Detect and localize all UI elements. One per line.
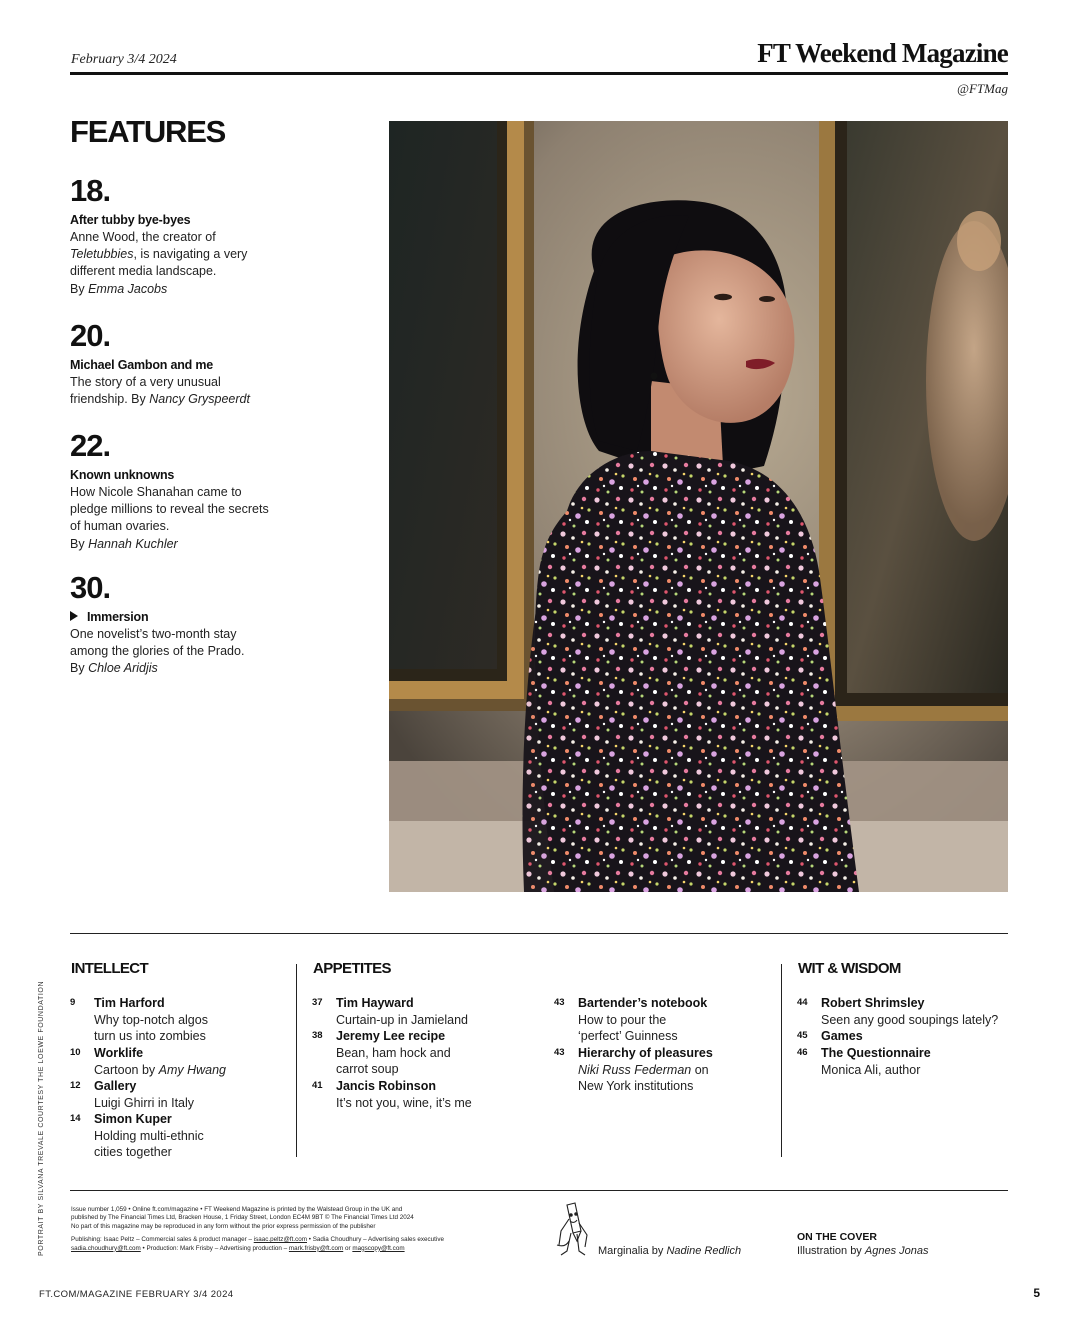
- feature-description: Anne Wood, the creator of Teletubbies, is navigating a very different media landscape. By Emma Jacobs: [70, 230, 248, 296]
- intellect-heading: INTELLECT: [71, 960, 149, 977]
- feature-byline: Emma Jacobs: [88, 281, 168, 296]
- feature-byline: Hannah Kuchler: [88, 536, 178, 551]
- feature-item[interactable]: [70, 319, 275, 408]
- entry-page-number: 41: [312, 1080, 323, 1091]
- entry-title: Tim Hayward: [336, 996, 414, 1010]
- footer-divider: [70, 1190, 1008, 1191]
- entry-title: Jancis Robinson: [336, 1079, 437, 1093]
- feature-page-number: 20.: [70, 318, 111, 353]
- page-number: 5: [1033, 1286, 1040, 1300]
- entry-title: Gallery: [94, 1079, 137, 1093]
- contents-entry[interactable]: [70, 1078, 285, 1111]
- feature-headline: Known unknowns: [70, 468, 175, 482]
- contents-entry[interactable]: [797, 1028, 1012, 1045]
- feature-byline: Chloe Aridjis: [88, 661, 158, 676]
- contents-entry[interactable]: [70, 1045, 285, 1078]
- feature-description: The story of a very unusual friendship. By Nancy Gryspeerdt: [70, 375, 250, 407]
- feature-item[interactable]: [70, 571, 275, 678]
- entry-page-number: 12: [70, 1080, 81, 1091]
- entry-page-number: 9: [70, 997, 76, 1008]
- appetites-heading: APPETITES: [313, 960, 391, 977]
- email-link[interactable]: sadia.choudhury@ft.com: [71, 1244, 141, 1252]
- contents-entry[interactable]: [70, 995, 285, 1045]
- entry-description: Holding multi-ethnic cities together: [94, 1128, 204, 1159]
- wit-wisdom-heading: WIT & WISDOM: [798, 960, 901, 977]
- entry-title: Worklife: [94, 1046, 144, 1060]
- entry-description: Cartoon by Amy Hwang: [94, 1062, 227, 1077]
- contents-entry[interactable]: [312, 995, 527, 1028]
- contents-entry[interactable]: [797, 995, 1012, 1028]
- feature-headline: Michael Gambon and me: [70, 358, 214, 372]
- entry-page-number: 37: [312, 997, 323, 1008]
- entry-title: Jeremy Lee recipe: [336, 1029, 446, 1043]
- feature-page-number: 18.: [70, 173, 111, 208]
- feature-description: One novelist’s two-month stay among the glories of the Prado. By Chloe Aridjis: [70, 627, 245, 676]
- section-divider: [70, 933, 1008, 934]
- entry-description: Niki Russ Federman on New York institutions: [578, 1062, 709, 1093]
- entry-description: Monica Ali, author: [821, 1062, 921, 1077]
- masthead-rule: [70, 72, 1008, 75]
- entry-description: Bean, ham hock and carrot soup: [336, 1045, 451, 1076]
- entry-page-number: 45: [797, 1030, 808, 1041]
- imprint-text: Issue number 1,059 • Online ft.com/magazine • FT Weekend Magazine is printed by the Walstead Group in the UK and published by The Financial Times Ltd, Bracken House, 1 Friday Street, London EC4M 9BT © The Financial Times Ltd 2024 No part of this magazine may be reproduced in any form without the prior express permission of the publisher Publishing: Isaac Peltz – Commercial sales & product manager – isaac.peltz@ft.com • Sadia Choudhury – Advertising sales executive sadia.choudhury@ft.com • Production: Mark Frisby – Advertising production – mark.frisby@ft.com or magscopy@ft.com: [71, 1206, 444, 1252]
- entry-page-number: 43: [554, 997, 565, 1008]
- entry-page-number: 44: [797, 997, 808, 1008]
- entry-page-number: 38: [312, 1030, 323, 1041]
- portrait-photo: [389, 121, 1008, 892]
- entry-description: How to pour the ‘perfect’ Guinness: [578, 1012, 678, 1043]
- entry-description: Luigi Ghirri in Italy: [94, 1095, 195, 1110]
- email-link[interactable]: magscopy@ft.com: [352, 1244, 405, 1252]
- cover-label: ON THE COVER: [797, 1231, 877, 1243]
- page-folio: FT.COM/MAGAZINE FEBRUARY 3/4 2024: [39, 1289, 234, 1300]
- entry-title: Bartender’s notebook: [578, 996, 708, 1010]
- contents-entry[interactable]: [312, 1078, 527, 1111]
- entry-description: Seen any good soupings lately?: [821, 1012, 999, 1027]
- entry-title: Games: [821, 1029, 863, 1043]
- feature-item[interactable]: [70, 429, 275, 553]
- features-heading: FEATURES: [70, 114, 226, 149]
- cover-credit: Illustration by Agnes Jonas: [797, 1245, 929, 1257]
- feature-description: How Nicole Shanahan came to pledge millions to reveal the secrets of human ovaries. By Hannah Kuchler: [70, 485, 269, 551]
- column-divider: [296, 964, 297, 1157]
- feature-byline: Nancy Gryspeerdt: [149, 392, 250, 407]
- entry-title: Hierarchy of pleasures: [578, 1046, 713, 1060]
- entry-description: Curtain-up in Jamieland: [336, 1012, 469, 1027]
- email-link[interactable]: mark.frisby@ft.com: [288, 1244, 344, 1252]
- entry-page-number: 10: [70, 1047, 81, 1058]
- feature-page-number: 22.: [70, 428, 111, 463]
- social-handle: @FTMag: [957, 81, 1008, 96]
- pencil-figure-icon: [553, 1201, 591, 1259]
- marginalia-credit: Marginalia by Nadine Redlich: [598, 1245, 742, 1257]
- contents-entry[interactable]: [312, 1028, 527, 1078]
- contents-entry[interactable]: [554, 1045, 769, 1095]
- entry-description: It’s not you, wine, it’s me: [336, 1095, 472, 1110]
- feature-headline: Immersion: [70, 609, 275, 626]
- entry-description: Why top-notch algos turn us into zombies: [94, 1012, 208, 1043]
- magazine-title: FT Weekend Magazine: [757, 38, 1008, 68]
- play-icon: [70, 611, 78, 621]
- email-link[interactable]: isaac.peltz@ft.com: [253, 1236, 307, 1244]
- feature-page-number: 30.: [70, 570, 111, 605]
- contents-entry[interactable]: [70, 1111, 285, 1161]
- issue-date: February 3/4 2024: [71, 52, 177, 67]
- entry-page-number: 46: [797, 1047, 808, 1058]
- entry-title: Simon Kuper: [94, 1112, 172, 1126]
- entry-page-number: 43: [554, 1047, 565, 1058]
- feature-item[interactable]: [70, 174, 275, 298]
- feature-headline: After tubby bye-byes: [70, 213, 191, 227]
- contents-entry[interactable]: [554, 995, 769, 1045]
- entry-title: The Questionnaire: [821, 1046, 931, 1060]
- column-divider: [781, 964, 782, 1157]
- entry-page-number: 14: [70, 1113, 81, 1124]
- contents-entry[interactable]: [797, 1045, 1012, 1078]
- photo-credit: PORTRAIT BY SILVANA TREVALE COURTESY THE LOEWE FOUNDATION: [38, 980, 45, 1256]
- entry-title: Tim Harford: [94, 996, 165, 1010]
- entry-title: Robert Shrimsley: [821, 996, 925, 1010]
